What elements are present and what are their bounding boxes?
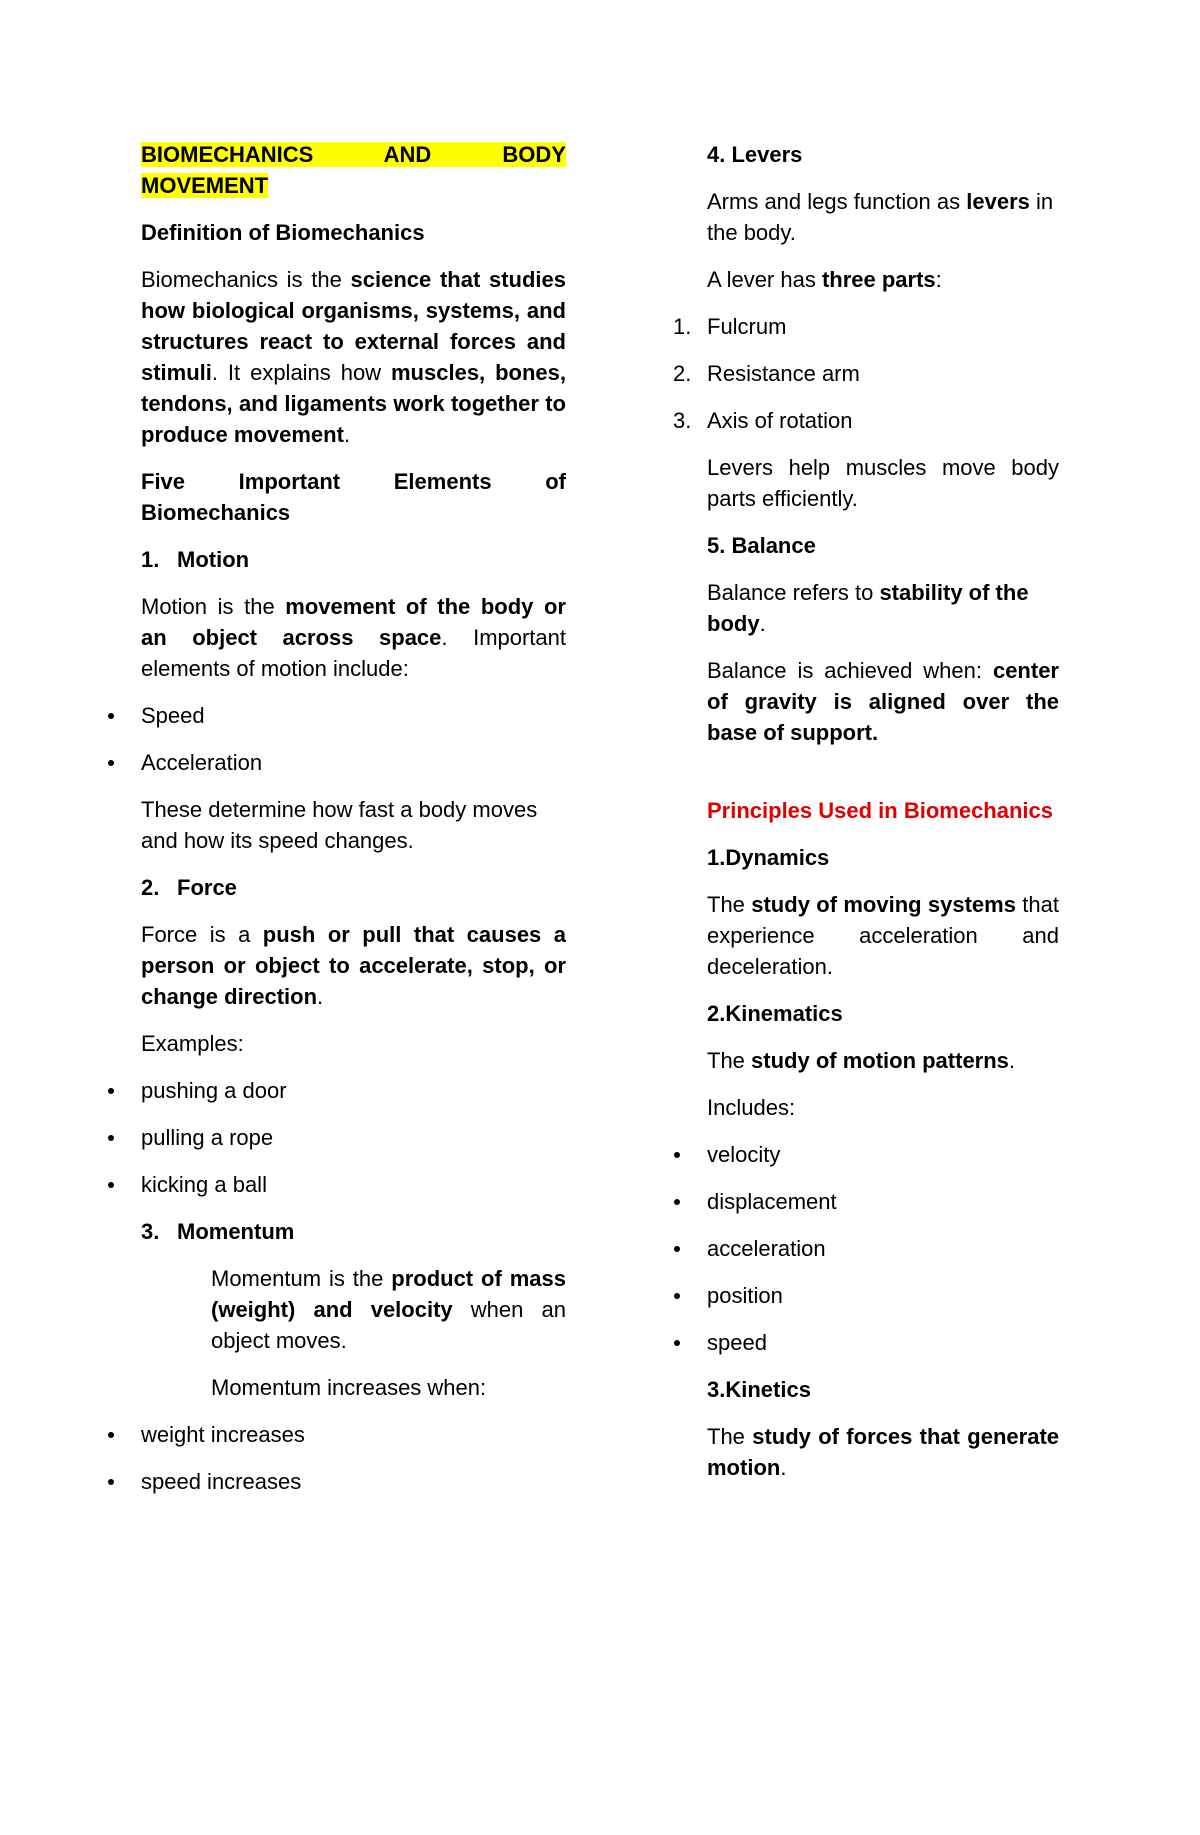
list-item: Speed	[141, 700, 566, 731]
list-item: velocity	[707, 1139, 1059, 1170]
levers-after: Levers help muscles move body parts efficiently.	[707, 455, 1059, 511]
balance-paragraph: Balance refers to stability of the body.	[707, 580, 1029, 636]
list-item: displacement	[707, 1186, 1059, 1217]
force-paragraph: Force is a push or pull that causes a person or object to accelerate, stop, or change direction.	[141, 922, 567, 1009]
motion-after: These determine how fast a body moves and how its speed changes.	[141, 797, 538, 853]
list-item: weight increases	[141, 1419, 566, 1450]
list-item: pushing a door	[141, 1075, 566, 1106]
momentum-increases-label: Momentum increases when:	[211, 1375, 487, 1400]
list-item: kicking a ball	[141, 1169, 566, 1200]
principles-heading: Principles Used in Biomechanics	[707, 798, 1054, 823]
motion-list	[141, 700, 566, 778]
list-item: speed increases	[141, 1466, 566, 1497]
list-item: position	[707, 1280, 1059, 1311]
lever-parts-intro: A lever has three parts:	[707, 267, 942, 292]
list-item: 3. Axis of rotation	[673, 408, 853, 433]
list-item: speed	[707, 1327, 1059, 1358]
document-title-line2: MOVEMENT	[141, 173, 269, 198]
force-list	[141, 1075, 566, 1200]
list-item: pulling a rope	[141, 1122, 566, 1153]
momentum-paragraph: Momentum is the product of mass (weight) and velocity when an object moves.	[211, 1266, 566, 1353]
levers-heading: 4. Levers	[707, 142, 803, 167]
includes-label: Includes:	[707, 1095, 796, 1120]
momentum-list	[141, 1419, 566, 1497]
kinetics-heading: 3.Kinetics	[707, 1377, 811, 1402]
balance-achieved: Balance is achieved when: center of gravity is aligned over the base of support.	[707, 658, 1059, 745]
list-item: 2. Resistance arm	[673, 361, 860, 386]
examples-label: Examples:	[141, 1031, 244, 1056]
lever-parts-list	[673, 311, 1059, 436]
balance-heading: 5. Balance	[707, 533, 816, 558]
motion-paragraph: Motion is the movement of the body or an object across space. Important elements of motion include:	[141, 594, 567, 681]
elements-heading: Five Important Elements of Biomechanics	[141, 469, 566, 525]
list-item: acceleration	[707, 1233, 1059, 1264]
levers-paragraph: Arms and legs function as levers in the body.	[707, 189, 1054, 245]
left-column	[141, 139, 566, 1513]
definition-paragraph: Biomechanics is the science that studies how biological organisms, systems, and structures react to external forces and stimuli. It explains how muscles, bones, tendons, and ligaments work together to produce movement.	[141, 267, 566, 447]
kinematics-paragraph: The study of motion patterns.	[707, 1048, 1016, 1073]
document-title: BIOMECHANICS AND BODY	[141, 142, 566, 167]
right-column	[673, 139, 1059, 1499]
definition-heading: Definition of Biomechanics	[141, 220, 425, 245]
list-item: Acceleration	[141, 747, 566, 778]
dynamics-paragraph: The study of moving systems that experience acceleration and deceleration.	[707, 892, 1059, 979]
dynamics-heading: 1.Dynamics	[707, 845, 830, 870]
kinematics-list	[707, 1139, 1059, 1358]
momentum-heading: 3. Momentum	[141, 1219, 295, 1244]
kinetics-paragraph: The study of forces that generate motion.	[707, 1424, 1059, 1480]
force-heading: 2. Force	[141, 875, 237, 900]
list-item: 1. Fulcrum	[673, 314, 787, 339]
kinematics-heading: 2.Kinematics	[707, 1001, 843, 1026]
motion-heading: 1. Motion	[141, 547, 250, 572]
